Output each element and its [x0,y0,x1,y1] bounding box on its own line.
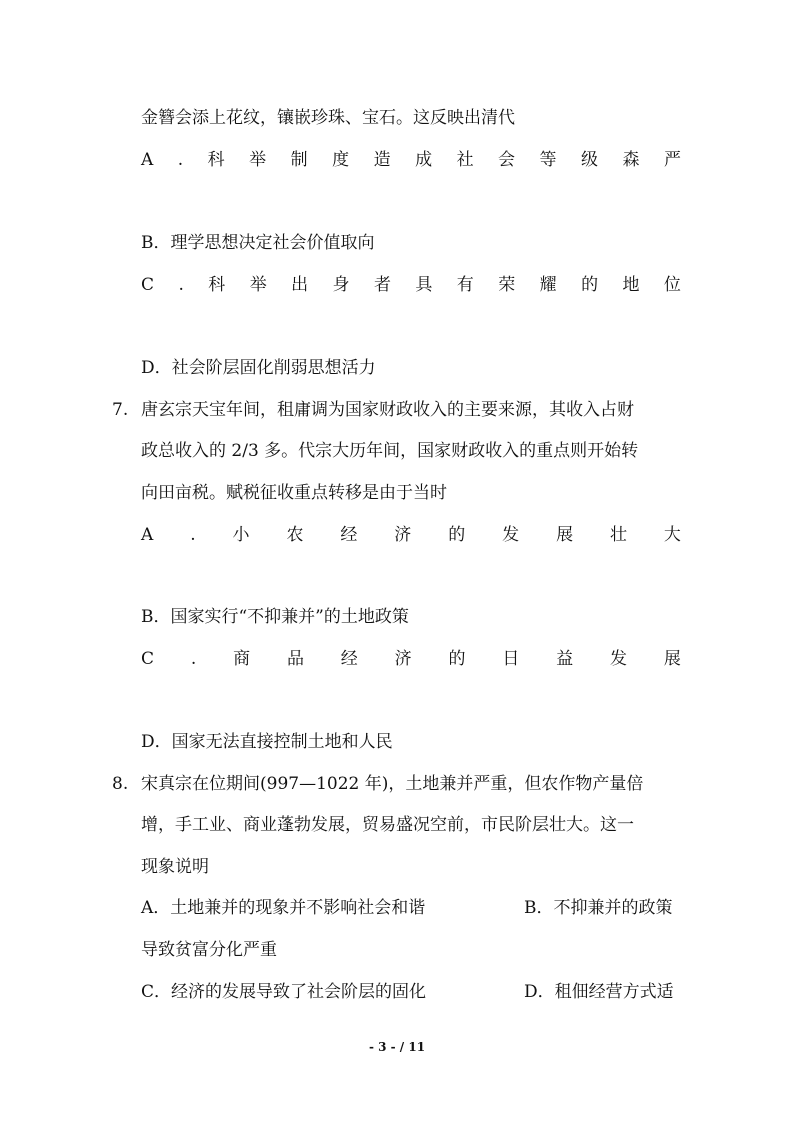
q6-option-d: D．社会阶层固化削弱思想活力 [141,358,376,378]
q7-option-a: A . 小 农 经 济 的 发 展 壮 大 [141,525,681,545]
q8-stem-line-1: 宋真宗在位期间(997—1022 年)，土地兼并严重，但农作物产量倍 [141,774,644,794]
q6-option-a: A . 科 举 制 度 造 成 社 会 等 级 森 严 [141,150,681,170]
q6-option-c: C . 科 举 出 身 者 具 有 荣 耀 的 地 位 [141,275,681,295]
q6-stem-tail: 金簪会添上花纹，镶嵌珍珠、宝石。这反映出清代 [141,108,515,128]
q8-option-b-continued: 导致贫富分化严重 [141,940,277,960]
q7-stem-line-2: 政总收入的 2/3 多。代宗大历年间，国家财政收入的重点则开始转 [141,441,639,461]
q8-number: 8. [112,774,129,794]
page-number: - 3 - / 11 [368,1040,426,1054]
q8-option-c: C．经济的发展导致了社会阶层的固化 [141,982,427,1002]
q8-option-a: A．土地兼并的现象并不影响社会和谐 [141,898,426,918]
q6-option-b: B．理学思想决定社会价值取向 [141,233,375,253]
q7-option-d: D．国家无法直接控制土地和人民 [141,732,393,752]
q8-stem-line-2: 增，手工业、商业蓬勃发展，贸易盛况空前，市民阶层壮大。这一 [141,815,634,835]
q7-number: 7. [112,400,129,420]
q8-stem-line-3: 现象说明 [141,857,209,877]
q7-stem-line-1: 唐玄宗天宝年间，租庸调为国家财政收入的主要来源，其收入占财 [141,400,634,420]
q7-stem-line-3: 向田亩税。赋税征收重点转移是由于当时 [141,483,447,503]
q8-option-d: D．租佃经营方式适 [524,982,674,1002]
q8-option-b: B．不抑兼并的政策 [524,898,673,918]
q7-option-c: C . 商 品 经 济 的 日 益 发 展 [141,649,681,669]
q7-option-b: B．国家实行“不抑兼并”的土地政策 [141,607,409,627]
